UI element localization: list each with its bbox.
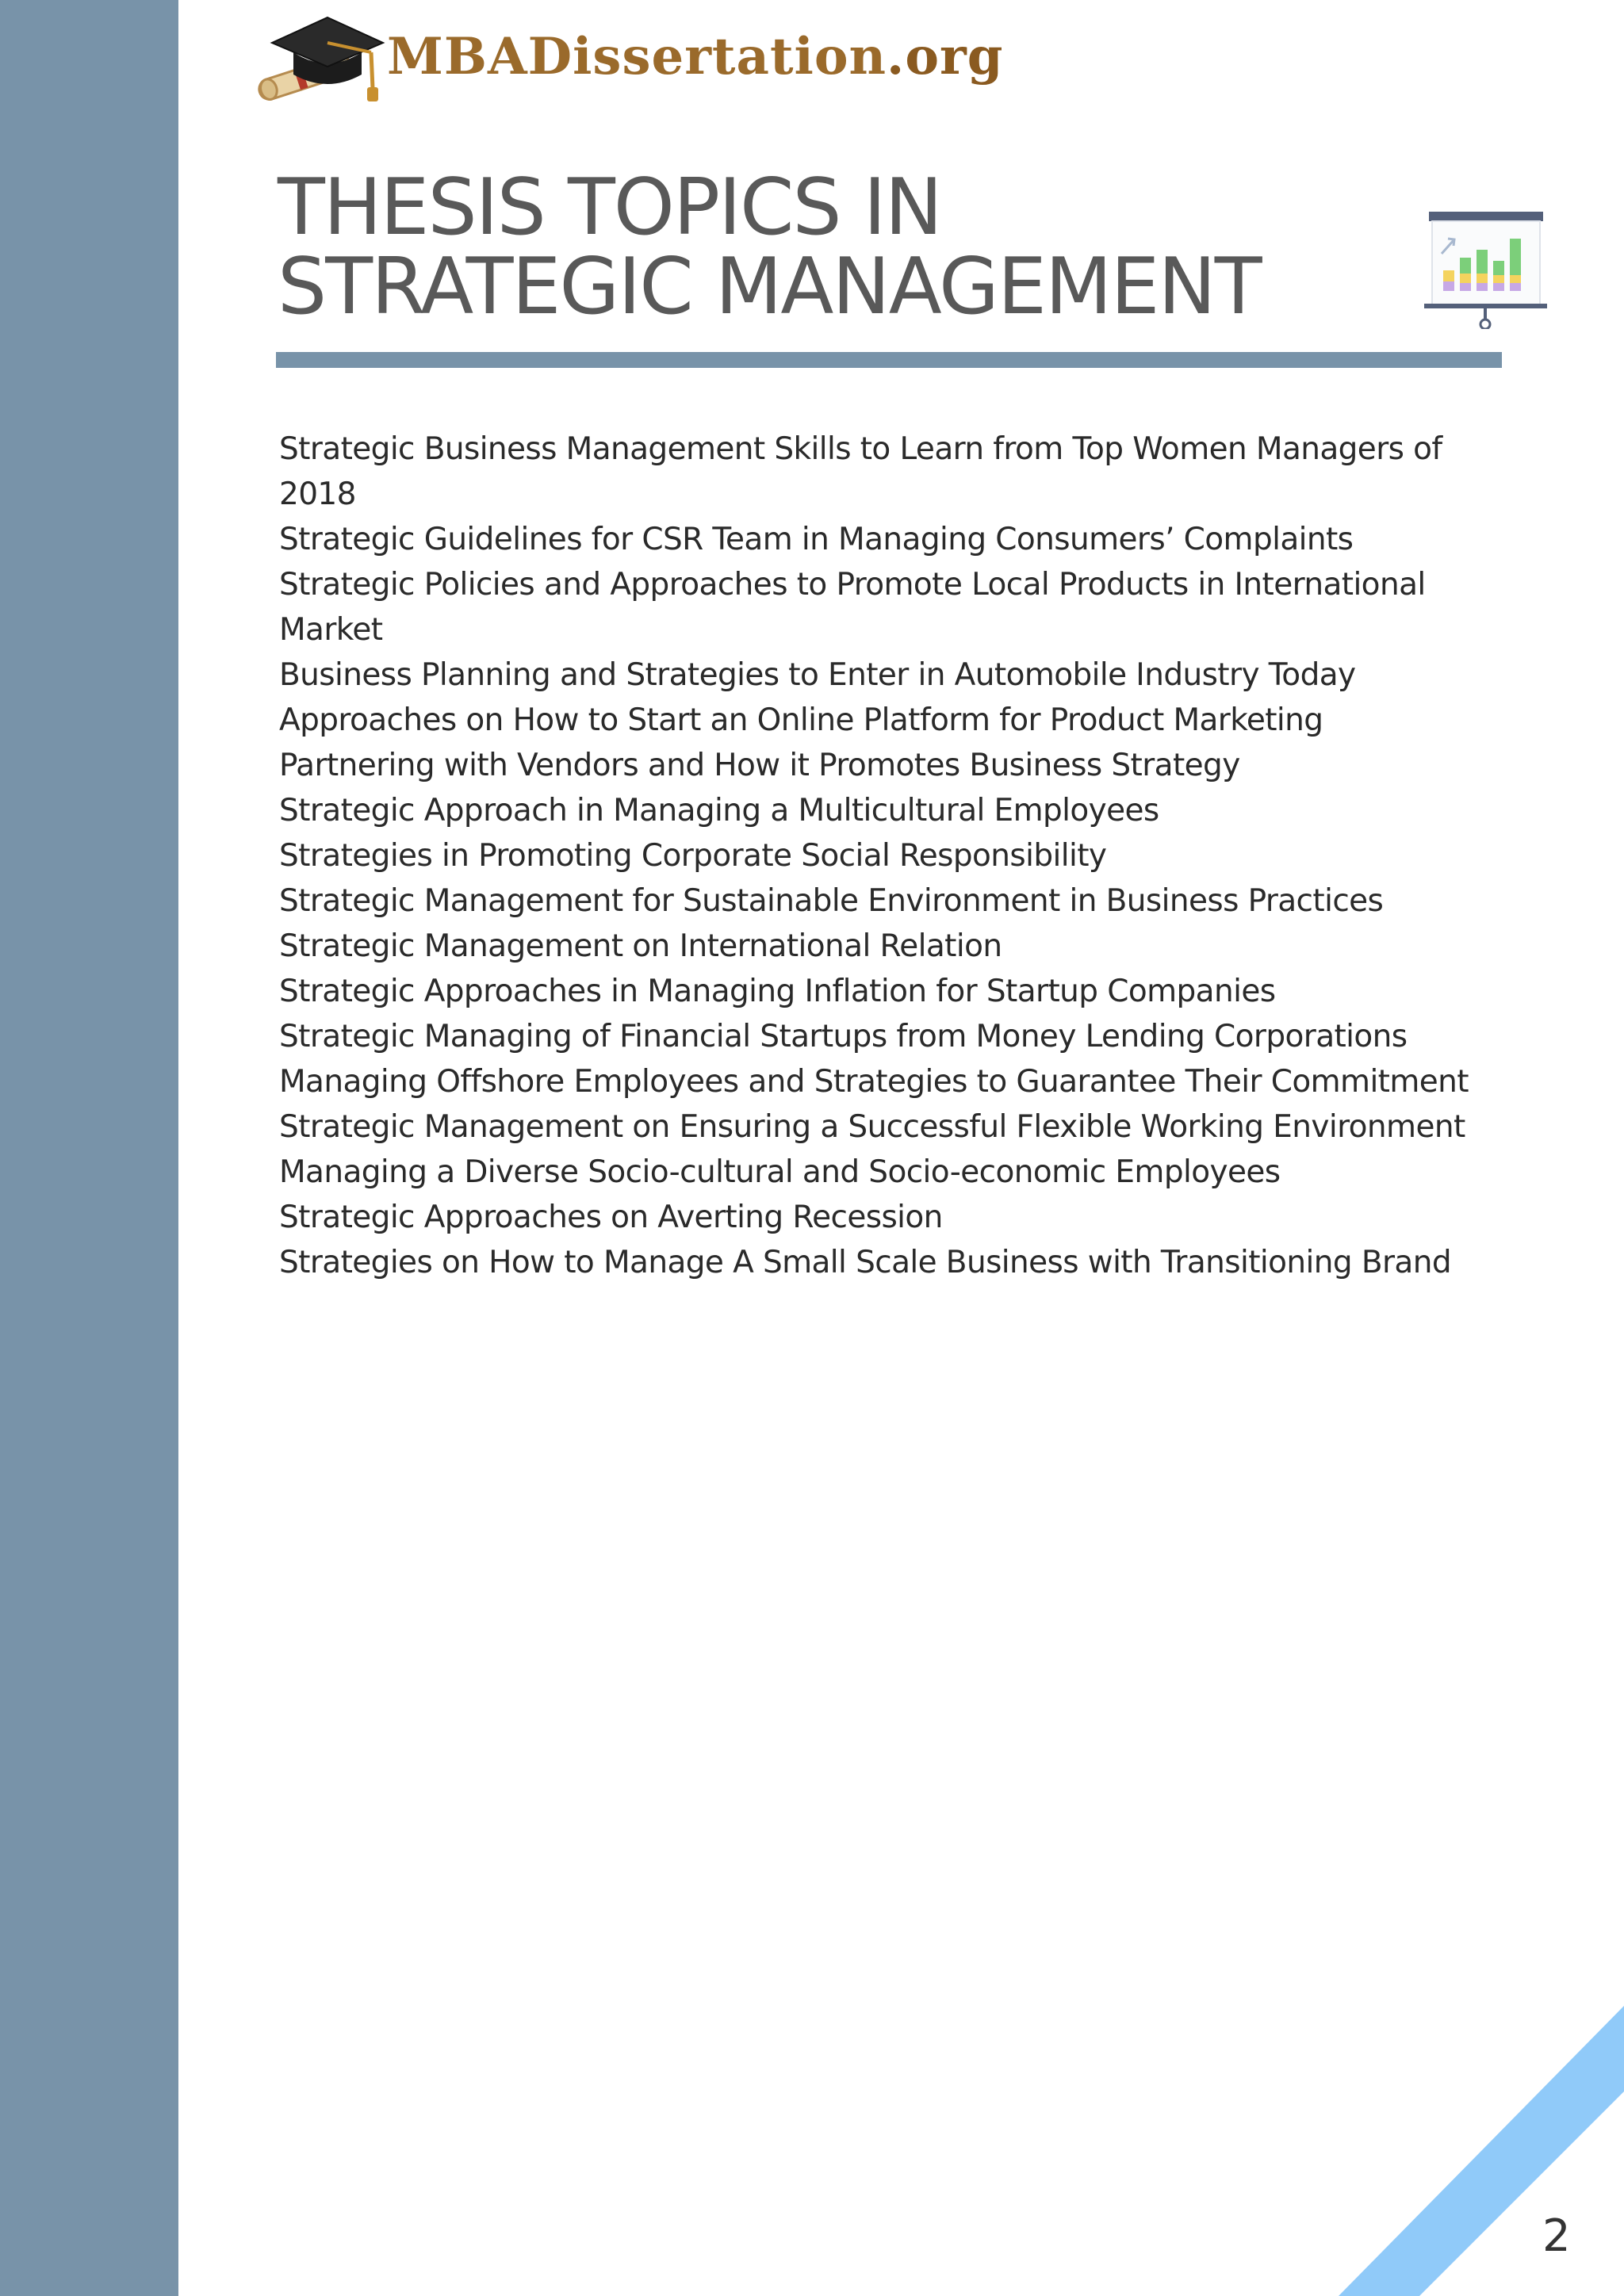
list-item: Strategic Approach in Managing a Multicultural Employees xyxy=(279,793,1159,828)
list-item: Strategic Policies and Approaches to Promote Local Products in International Market xyxy=(279,567,1426,648)
list-item: Strategic Management on International Relation xyxy=(279,928,1002,964)
page-title xyxy=(278,163,1261,332)
list-item: Managing Offshore Employees and Strategies to Guarantee Their Commitment xyxy=(279,1064,1469,1100)
list-item: Approaches on How to Start an Online Platform for Product Marketing xyxy=(279,702,1323,738)
graduation-cap-icon xyxy=(252,11,387,106)
topic-list xyxy=(279,427,1500,1285)
page-number: 2 xyxy=(1542,2210,1571,2262)
title-line-1: THESIS TOPICS IN xyxy=(278,163,941,253)
logo-name: MBADissertation xyxy=(387,27,887,86)
list-item: Partnering with Vendors and How it Promotes Business Strategy xyxy=(279,748,1240,783)
left-sidebar-band xyxy=(0,0,178,2296)
list-item: Strategies in Promoting Corporate Social Responsibility xyxy=(279,838,1107,874)
title-underline xyxy=(276,352,1502,368)
presentation-chart-icon xyxy=(1424,210,1547,329)
list-item: Managing a Diverse Socio-cultural and Socio-economic Employees xyxy=(279,1154,1281,1190)
list-item: Strategic Guidelines for CSR Team in Managing Consumers’ Complaints xyxy=(279,522,1354,557)
logo-suffix: .org xyxy=(887,27,1004,86)
list-item: Strategic Business Management Skills to Learn from Top Women Managers of 2018 xyxy=(279,431,1442,512)
list-item: Strategic Approaches on Averting Recession xyxy=(279,1200,943,1235)
site-logo[interactable] xyxy=(252,11,1004,106)
list-item: Strategies on How to Manage A Small Scale Business with Transitioning Brand xyxy=(279,1245,1451,1280)
logo-wordmark xyxy=(387,27,1003,86)
list-item: Strategic Management for Sustainable Environment in Business Practices xyxy=(279,883,1384,919)
list-item: Strategic Management on Ensuring a Successful Flexible Working Environment xyxy=(279,1109,1465,1145)
list-item: Strategic Managing of Financial Startups from Money Lending Corporations xyxy=(279,1019,1408,1054)
list-item: Strategic Approaches in Managing Inflation for Startup Companies xyxy=(279,974,1276,1009)
list-item: Business Planning and Strategies to Enter in Automobile Industry Today xyxy=(279,657,1356,693)
title-line-2: STRATEGIC MANAGEMENT xyxy=(278,242,1261,332)
